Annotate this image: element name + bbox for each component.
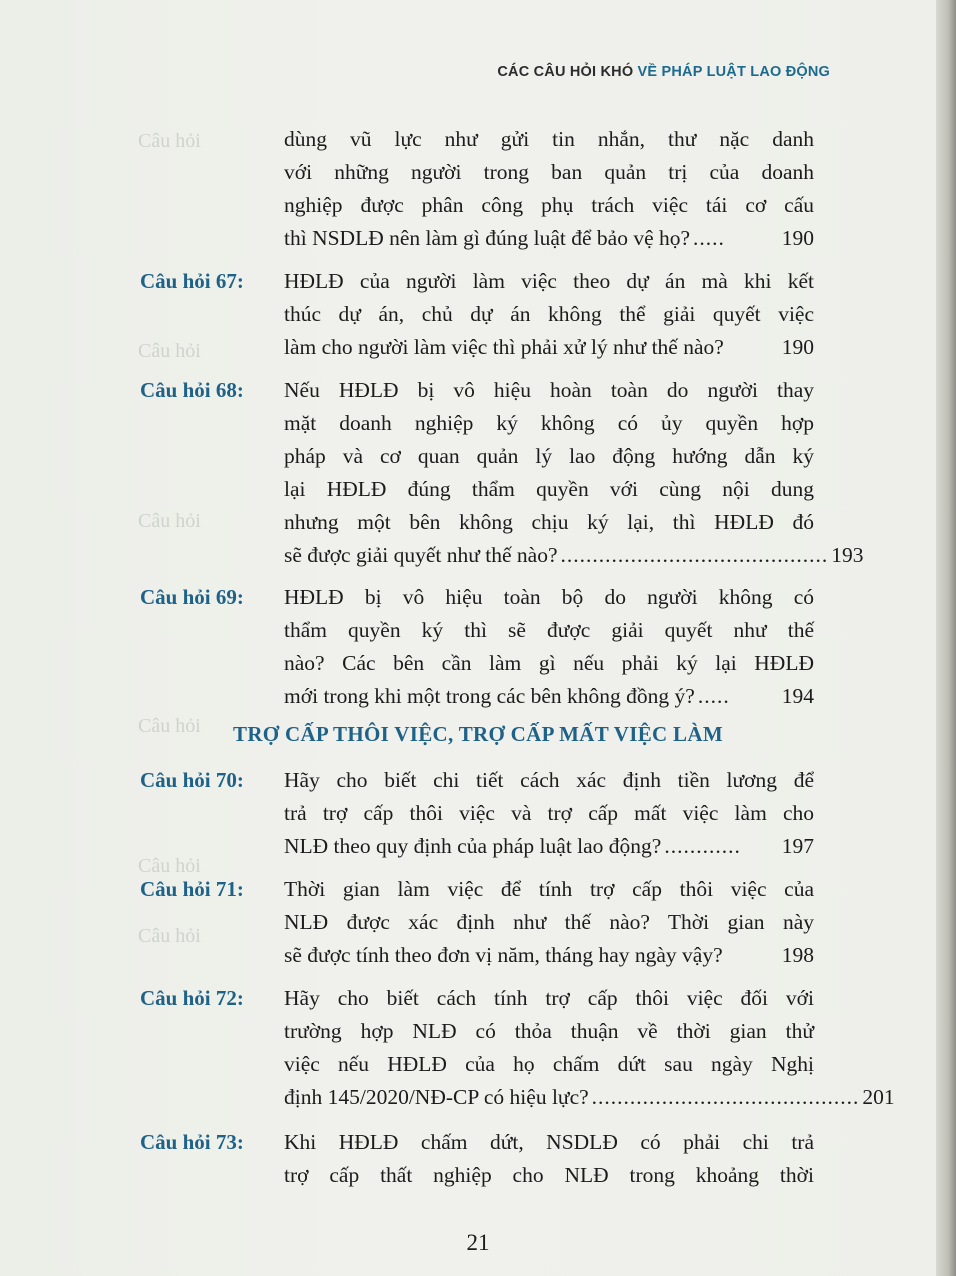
toc-line-last <box>284 333 814 361</box>
question-label: Câu hỏi 70: <box>140 768 244 792</box>
bleed-through-text: Câu hỏi <box>138 510 201 532</box>
bleed-through-text: Câu hỏi <box>138 855 201 877</box>
toc-line-last <box>284 541 864 569</box>
toc-line-last <box>284 941 814 969</box>
toc-line: mặt doanh nghiệp ký không có ủy quyền hợp <box>284 411 814 435</box>
toc-page: 194 <box>781 684 814 708</box>
leader-dots: .......................................... <box>591 1085 860 1109</box>
toc-text: định 145/2020/NĐ-CP có hiệu lực? <box>284 1085 589 1109</box>
toc-line-last <box>284 832 814 860</box>
toc-line: trả trợ cấp thôi việc và trợ cấp mất việc làm cho <box>284 801 814 825</box>
toc-page: 198 <box>781 943 814 967</box>
toc-text: mới trong khi một trong các bên không đồng ý? <box>284 684 695 708</box>
section-heading: TRỢ CẤP THÔI VIỆC, TRỢ CẤP MẤT VIỆC LÀM <box>233 722 723 746</box>
running-header <box>497 64 830 80</box>
bleed-through-text: Câu hỏi <box>138 130 201 152</box>
toc-line: dùng vũ lực như gửi tin nhắn, thư nặc danh <box>284 127 814 151</box>
leader-dots: ..... <box>693 226 725 250</box>
toc-line-last <box>284 224 814 252</box>
toc-line: Khi HĐLĐ chấm dứt, NSDLĐ có phải chi trả <box>284 1130 814 1154</box>
toc-line: nào? Các bên cần làm gì nếu phải ký lại HĐLĐ <box>284 651 814 675</box>
question-label: Câu hỏi 71: <box>140 877 244 901</box>
toc-page: 190 <box>781 335 814 359</box>
leader-dots: ..... <box>697 684 730 708</box>
toc-text: NLĐ theo quy định của pháp luật lao động? <box>284 834 662 858</box>
toc-line: việc nếu HĐLĐ của họ chấm dứt sau ngày Nghị <box>284 1052 814 1076</box>
question-label: Câu hỏi 69: <box>140 585 244 609</box>
toc-line: pháp và cơ quan quản lý lao động hướng dẫn ký <box>284 444 814 468</box>
page-edge <box>936 0 956 1276</box>
toc-line: thúc dự án, chủ dự án không thể giải quyết việc <box>284 302 814 326</box>
question-label: Câu hỏi 73: <box>140 1130 244 1154</box>
toc-line: NLĐ được xác định như thế nào? Thời gian này <box>284 910 814 934</box>
toc-line: HĐLĐ của người làm việc theo dự án mà khi kết <box>284 269 814 293</box>
toc-line: Nếu HĐLĐ bị vô hiệu hoàn toàn do người thay <box>284 378 814 402</box>
header-part1: CÁC CÂU HỎI KHÓ <box>497 64 634 80</box>
toc-line: Hãy cho biết cách tính trợ cấp thôi việc đối với <box>284 986 814 1010</box>
toc-text: sẽ được tính theo đơn vị năm, tháng hay ngày vậy? <box>284 943 723 967</box>
bleed-through-text: Câu hỏi <box>138 715 201 737</box>
toc-page: 201 <box>862 1085 895 1109</box>
toc-page: 190 <box>781 226 814 250</box>
leader-dots: .......................................... <box>560 543 829 567</box>
bleed-through-text: Câu hỏi <box>138 340 201 362</box>
toc-line-last <box>284 1083 895 1111</box>
leader-dots: ............ <box>664 834 741 858</box>
toc-text: sẽ được giải quyết như thế nào? <box>284 543 558 567</box>
question-label: Câu hỏi 67: <box>140 269 244 293</box>
toc-line: Hãy cho biết chi tiết cách xác định tiền lương để <box>284 768 814 792</box>
toc-line: nhưng một bên không chịu ký lại, thì HĐLĐ đó <box>284 510 814 534</box>
header-part2: VỀ PHÁP LUẬT LAO ĐỘNG <box>637 64 830 80</box>
toc-page: 197 <box>781 834 814 858</box>
toc-line: lại HĐLĐ đúng thẩm quyền với cùng nội dung <box>284 477 814 501</box>
toc-line: Thời gian làm việc để tính trợ cấp thôi việc của <box>284 877 814 901</box>
toc-line-last <box>284 682 814 710</box>
toc-text: làm cho người làm việc thì phải xử lý như thế nào? <box>284 335 724 359</box>
toc-page: 193 <box>831 543 864 567</box>
question-label: Câu hỏi 72: <box>140 986 244 1010</box>
toc-line: thẩm quyền ký thì sẽ được giải quyết như thế <box>284 618 814 642</box>
page-number: 21 <box>466 1230 490 1255</box>
toc-line: trường hợp NLĐ có thỏa thuận về thời gian thử <box>284 1019 814 1043</box>
toc-line: trợ cấp thất nghiệp cho NLĐ trong khoảng thời <box>284 1163 814 1187</box>
toc-line: với những người trong ban quản trị của doanh <box>284 160 814 184</box>
question-label: Câu hỏi 68: <box>140 378 244 402</box>
toc-line: nghiệp được phân công phụ trách việc tái cơ cấu <box>284 193 814 217</box>
toc-line: HĐLĐ bị vô hiệu toàn bộ do người không có <box>284 585 814 609</box>
bleed-through-text: Câu hỏi <box>138 925 201 947</box>
toc-text: thì NSDLĐ nên làm gì đúng luật để bảo vệ họ? <box>284 226 691 250</box>
